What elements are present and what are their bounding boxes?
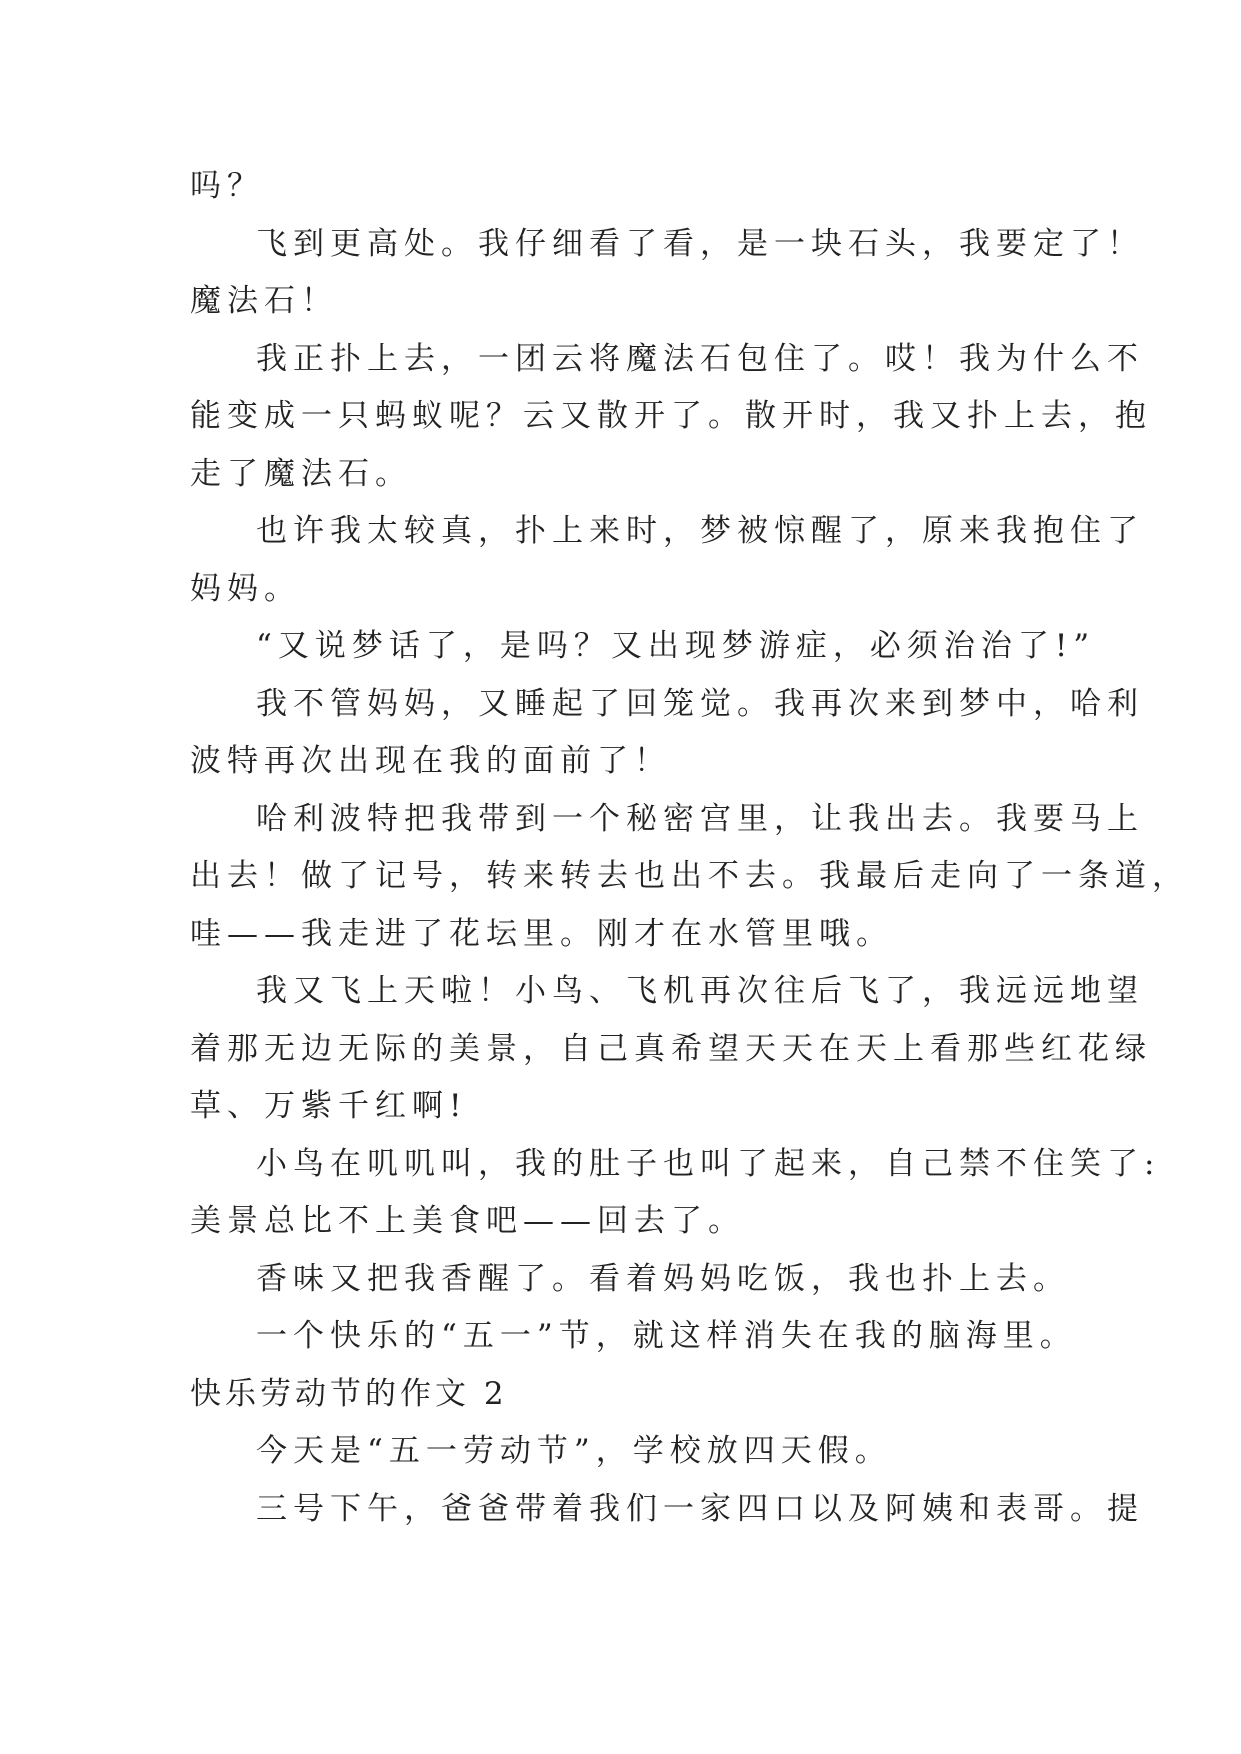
text-line: 飞到更高处。我仔细看了看，是一块石头，我要定了！ [256,225,1144,262]
text-line: 我又飞上天啦！小鸟、飞机再次往后飞了，我远远地望 [256,973,1144,1009]
text-line: 我不管妈妈，又睡起了回笼觉。我再次来到梦中，哈利 [256,685,1144,722]
text-line: 哇——我走进了花坛里。刚才在水管里哦。 [190,915,893,952]
text-line: 妈妈。 [190,570,301,607]
text-line: 美景总比不上美食吧——回去了。 [190,1203,745,1239]
text-line: 魔法石！ [190,283,338,319]
section-heading: 快乐劳动节的作文 2 [190,1375,508,1412]
text-line: 草、万紫千红啊! [190,1088,468,1124]
text-line: 波特再次出现在我的面前了！ [190,743,671,779]
text-line: 我正扑上去，一团云将魔法石包住了。哎！我为什么不 [256,340,1144,377]
text-line: 走了魔法石。 [190,455,412,492]
text-line: 三号下午，爸爸带着我们一家四口以及阿姨和表哥。提 [256,1490,1144,1527]
text-line: 今天是“五一劳动节”，学校放四天假。 [256,1433,892,1469]
text-line: 小鸟在叽叽叫，我的肚子也叫了起来，自己禁不住笑了: [256,1145,1161,1182]
text-line: 哈利波特把我带到一个秘密宫里，让我出去。我要马上 [256,800,1144,837]
text-line: 香味又把我香醒了。看着妈妈吃饭，我也扑上去。 [256,1260,1070,1297]
text-line: “又说梦话了，是吗？又出现梦游症，必须治治了!” [256,628,1096,664]
text-line: 能变成一只蚂蚁呢？云又散开了。散开时，我又扑上去，抱 [190,398,1152,434]
text-line: 出去！做了记号，转来转去也出不去。我最后走向了一条道， [190,858,1189,894]
text-line: 着那无边无际的美景，自己真希望天天在天上看那些红花绿 [190,1030,1152,1067]
document-body [190,158,1189,1538]
text-line: 也许我太较真，扑上来时，梦被惊醒了，原来我抱住了 [256,513,1144,549]
text-line: 一个快乐的“五一”节，就这样消失在我的脑海里。 [256,1318,1077,1354]
text-line: 吗？ [190,168,264,204]
